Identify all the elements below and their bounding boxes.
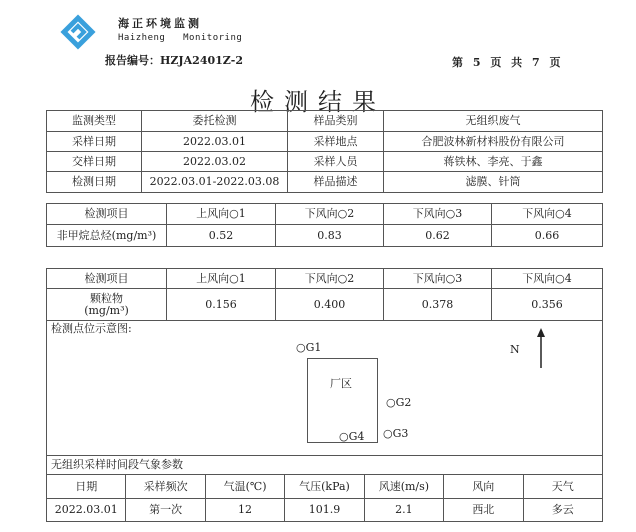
table-row	[47, 132, 603, 152]
info-table	[46, 110, 603, 193]
table-row	[47, 111, 603, 132]
table-row	[47, 499, 603, 522]
point-g2: ○G2	[386, 396, 412, 409]
pm-label: 颗粒物	[90, 291, 123, 305]
cell: 采样人员	[288, 152, 384, 172]
cell: 2022.03.01	[142, 132, 288, 152]
cell: 采样日期	[47, 132, 142, 152]
cell: 上风向○1	[167, 269, 276, 289]
cell: 0.156	[167, 289, 276, 321]
report-number: 报告编号：HZJA2401Z-2	[105, 54, 244, 67]
cell: 0.83	[276, 225, 384, 247]
weather-table	[46, 455, 603, 522]
cell: 交样日期	[47, 152, 142, 172]
cell: 2.1	[364, 499, 443, 522]
cell: 下风向○3	[384, 204, 492, 225]
cell: 风速(m/s)	[364, 475, 443, 499]
table-header-row	[47, 269, 603, 289]
cell: 气温(℃)	[205, 475, 284, 499]
diagram-label: 检测点位示意图:	[51, 322, 132, 335]
cell	[47, 289, 167, 321]
cell: 天气	[523, 475, 602, 499]
cell: 检测日期	[47, 172, 142, 193]
nmhc-table	[46, 203, 603, 247]
cell: 检测项目	[47, 204, 167, 225]
company-name-en: Haizheng Monitoring	[118, 33, 243, 43]
cell: 0.378	[384, 289, 492, 321]
north-label: N	[510, 343, 520, 356]
point-g4: ○G4	[339, 430, 365, 443]
cell: 2022.03.02	[142, 152, 288, 172]
cell: 合肥波林新材料股份有限公司	[384, 132, 603, 152]
cell: 采样地点	[288, 132, 384, 152]
weather-title: 无组织采样时间段气象参数	[47, 456, 603, 475]
cell: 风向	[444, 475, 523, 499]
table-header-row	[47, 475, 603, 499]
company-logo-icon	[60, 14, 96, 50]
cell: 西北	[444, 499, 523, 522]
cell: 多云	[523, 499, 602, 522]
cell: 无组织废气	[384, 111, 603, 132]
cell: 下风向○2	[276, 204, 384, 225]
cell: 滤膜、针筒	[384, 172, 603, 193]
cell: 监测类型	[47, 111, 142, 132]
table-row	[47, 289, 603, 321]
cell: 2022.03.01-2022.03.08	[142, 172, 288, 193]
cell: 下风向○3	[384, 269, 492, 289]
cell: 日期	[47, 475, 126, 499]
cell: 委托检测	[142, 111, 288, 132]
cell: 101.9	[285, 499, 364, 522]
cell: 0.400	[276, 289, 384, 321]
table-row	[47, 152, 603, 172]
point-g3: ○G3	[383, 427, 409, 440]
cell: 12	[205, 499, 284, 522]
plant-label: 厂区	[330, 377, 352, 390]
cell: 下风向○2	[276, 269, 384, 289]
sampling-diagram	[46, 320, 603, 457]
table-title-row	[47, 456, 603, 475]
cell: 气压(kPa)	[285, 475, 364, 499]
pm-unit: (mg/m³)	[84, 303, 129, 317]
north-arrow-icon	[536, 328, 546, 368]
cell: 上风向○1	[167, 204, 276, 225]
cell: 2022.03.01	[47, 499, 126, 522]
table-row	[47, 172, 603, 193]
cell: 0.66	[492, 225, 603, 247]
cell: 检测项目	[47, 269, 167, 289]
cell: 0.52	[167, 225, 276, 247]
cell: 0.356	[492, 289, 603, 321]
cell: 第一次	[126, 499, 205, 522]
cell: 采样频次	[126, 475, 205, 499]
pm-table	[46, 268, 603, 321]
point-g1: ○G1	[296, 341, 322, 354]
cell: 非甲烷总烃(mg/m³)	[47, 225, 167, 247]
cell: 样品类别	[288, 111, 384, 132]
table-header-row	[47, 204, 603, 225]
cell: 样品描述	[288, 172, 384, 193]
page-title: 检测结果	[250, 88, 386, 116]
company-name-cn: 海正环境监测	[118, 17, 202, 30]
cell: 下风向○4	[492, 269, 603, 289]
cell: 0.62	[384, 225, 492, 247]
cell: 蒋铁林、李亮、于鑫	[384, 152, 603, 172]
table-row	[47, 225, 603, 247]
page-info: 第 5 页 共 7 页	[452, 56, 561, 69]
cell: 下风向○4	[492, 204, 603, 225]
